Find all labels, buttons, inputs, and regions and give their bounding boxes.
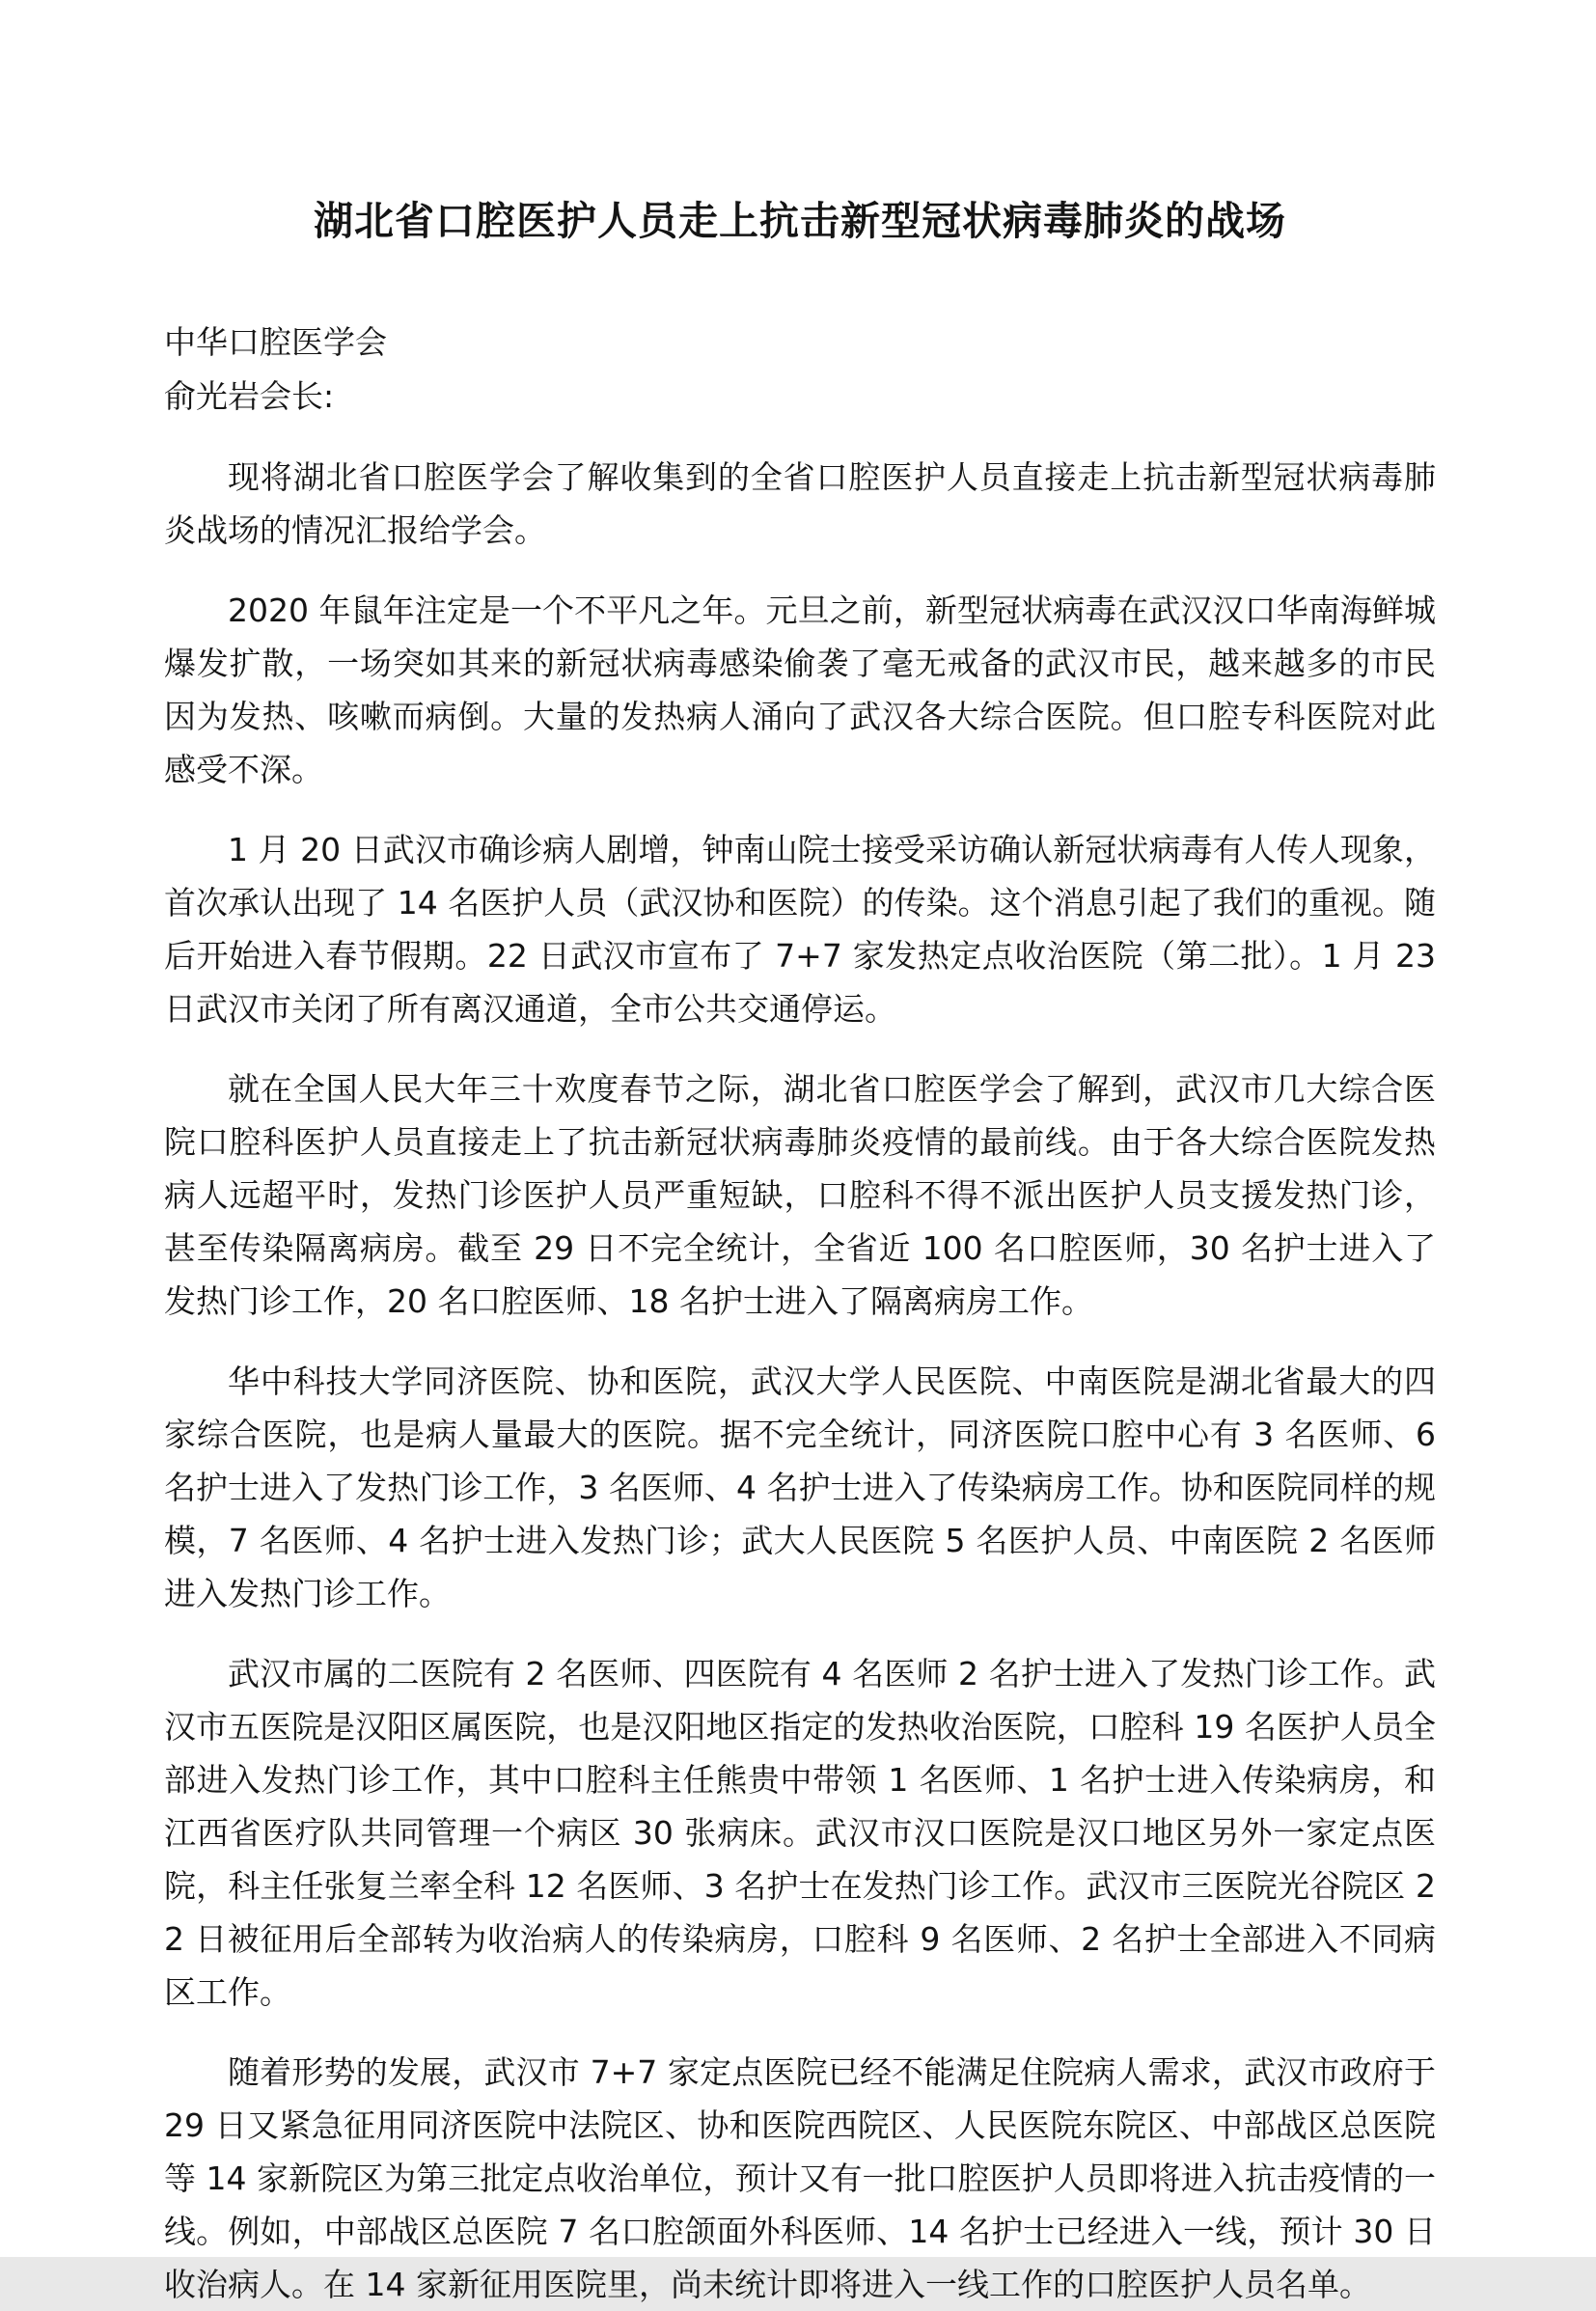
- paragraph-municipal-hospitals: 武汉市属的二医院有 2 名医师、四医院有 4 名医师 2 名护士进入了发热门诊工作。武汉市五医院是汉阳区属医院，也是汉阳地区指定的发热收治医院，口腔科 19 名医护人员全部进入发热门诊工作，其中口腔科主任熊贵中带领 1 名医师、1 名护士进入传染病房，和江西省医疗队共同管理一个病区 30 张病床。武汉市汉口医院是汉口地区另外一家定点医院，科主任张复兰率全科 12 名医师、3 名护士在发热门诊工作。武汉市三医院光谷院区 22 日被征用后全部转为收治病人的传染病房，口腔科 9 名医师、2 名护士全部进入不同病区工作。: [164, 1655, 1436, 2011]
- paragraph-four-major-hospitals: 华中科技大学同济医院、协和医院，武汉大学人民医院、中南医院是湖北省最大的四家综合医院，也是病人量最大的医院。据不完全统计，同济医院口腔中心有 3 名医师、6 名护士进入了发热门诊工作，3 名医师、4 名护士进入了传染病房工作。协和医院同样的规模，7 名医师、4 名护士进入发热门诊；武大人民医院 5 名医护人员、中南医院 2 名医师进入发热门诊工作。: [164, 1362, 1436, 1612]
- document-title: 湖北省口腔医护人员走上抗击新型冠状病毒肺炎的战场: [314, 198, 1286, 244]
- salutation-addressee: 俞光岩会长:: [164, 377, 335, 415]
- salutation-block: [164, 316, 1436, 424]
- salutation-recipient: 中华口腔医学会: [164, 323, 387, 361]
- paragraph-third-batch-hospitals: 随着形势的发展，武汉市 7+7 家定点医院已经不能满足住院病人需求，武汉市政府于 29 日又紧急征用同济医院中法院区、协和医院西院区、人民医院东院区、中部战区总医院等 14 家新院区为第三批定点收治单位，预计又有一批口腔医护人员即将进入抗击疫情的一线。例如，中部战区总医院 7 名口腔颌面外科医师、14 名护士已经进入一线，预计 30 日收治病人。在 14 家新征用医院里，尚未统计即将进入一线工作的口腔医护人员名单。: [164, 2053, 1436, 2303]
- paragraph-intro: 现将湖北省口腔医学会了解收集到的全省口腔医护人员直接走上抗击新型冠状病毒肺炎战场的情况汇报给学会。: [164, 458, 1436, 549]
- paragraph-provincial-statistics: 就在全国人民大年三十欢度春节之际，湖北省口腔医学会了解到，武汉市几大综合医院口腔科医护人员直接走上了抗击新冠状病毒肺炎疫情的最前线。由于各大综合医院发热病人远超平时，发热门诊医护人员严重短缺，口腔科不得不派出医护人员支援发热门诊，甚至传染隔离病房。截至 29 日不完全统计，全省近 100 名口腔医师，30 名护士进入了发热门诊工作，20 名口腔医师、18 名护士进入了隔离病房工作。: [164, 1070, 1436, 1320]
- paragraph-jan20-lockdown: 1 月 20 日武汉市确诊病人剧增，钟南山院士接受采访确认新冠状病毒有人传人现象，首次承认出现了 14 名医护人员（武汉协和医院）的传染。这个消息引起了我们的重视。随后开始进入春节假期。22 日武汉市宣布了 7+7 家发热定点收治医院（第二批）。1 月 23 日武汉市关闭了所有离汉通道，全市公共交通停运。: [164, 831, 1436, 1028]
- paragraph-outbreak-background: 2020 年鼠年注定是一个不平凡之年。元旦之前，新型冠状病毒在武汉汉口华南海鲜城爆发扩散，一场突如其来的新冠状病毒感染偷袭了毫无戒备的武汉市民，越来越多的市民因为发热、咳嗽而病倒。大量的发热病人涌向了武汉各大综合医院。但口腔专科医院对此感受不深。: [164, 592, 1436, 788]
